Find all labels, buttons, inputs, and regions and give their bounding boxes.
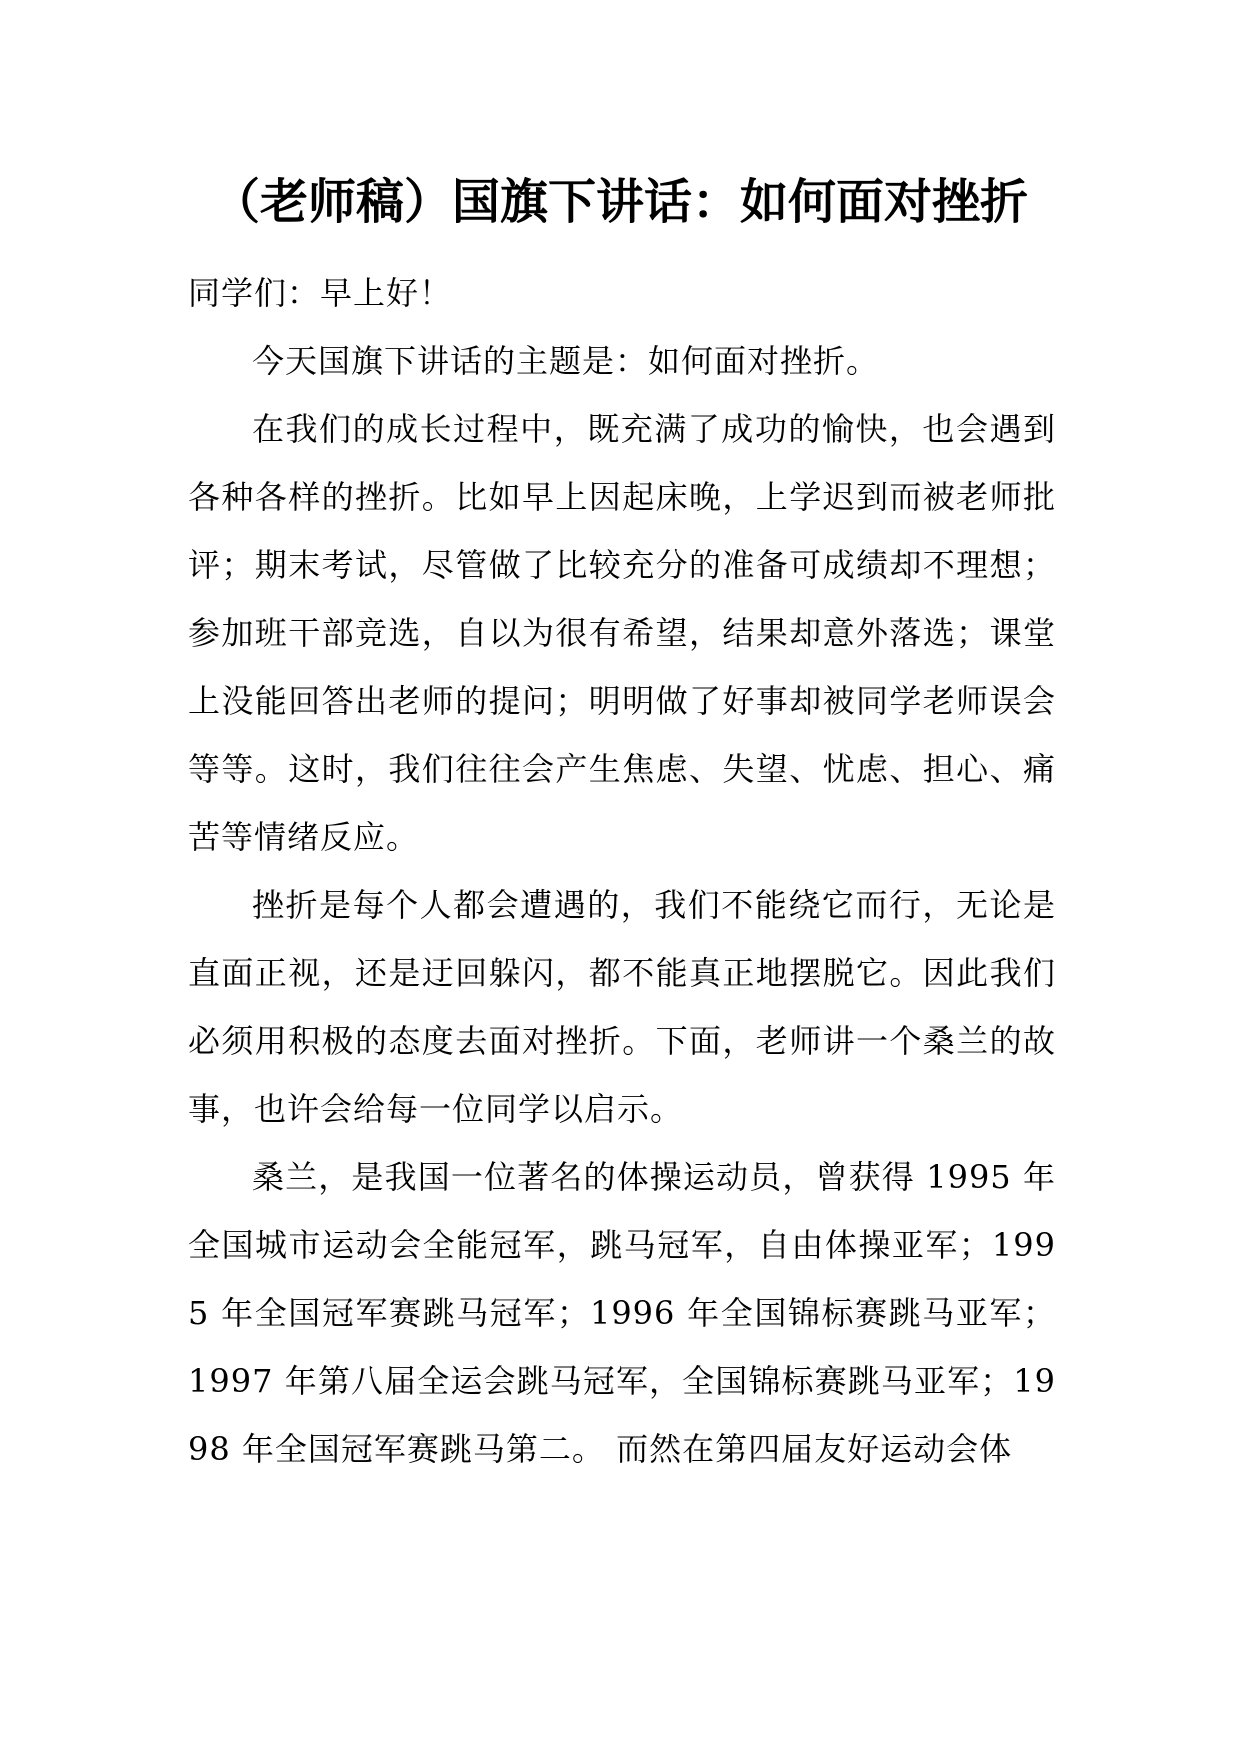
paragraph-frustration: 挫折是每个人都会遭遇的，我们不能绕它而行，无论是直面正视，还是迂回躲闪，都不能真正地摆脱它。因此我们必须用积极的态度去面对挫折。下面，老师讲一个桑兰的故事，也许会给每一位同学以启示。: [188, 886, 1056, 1128]
document-title: （老师稿）国旗下讲话：如何面对挫折: [211, 174, 1028, 230]
greeting-line: 同学们：早上好！: [188, 274, 453, 312]
document-body: [188, 259, 1056, 1483]
paragraph-sang-lan: 桑兰，是我国一位著名的体操运动员，曾获得 1995 年全国城市运动会全能冠军，跳马冠军，自由体操亚军；1995 年全国冠军赛跳马冠军；1996 年全国锦标赛跳马亚军；1997 年第八届全运会跳马冠军，全国锦标赛跳马亚军；1998 年全国冠军赛跳马第二。 而然在第四届友好运动会体: [188, 1158, 1056, 1468]
paragraph-topic: 今天国旗下讲话的主题是：如何面对挫折。: [252, 342, 880, 380]
paragraph-growth: 在我们的成长过程中，既充满了成功的愉快，也会遇到各种各样的挫折。比如早上因起床晚，上学迟到而被老师批评；期末考试，尽管做了比较充分的准备可成绩却不理想；参加班干部竞选，自以为很有希望，结果却意外落选；课堂上没能回答出老师的提问；明明做了好事却被同学老师误会等等。这时，我们往往会产生焦虑、失望、忧虑、担心、痛苦等情绪反应。: [188, 410, 1056, 856]
